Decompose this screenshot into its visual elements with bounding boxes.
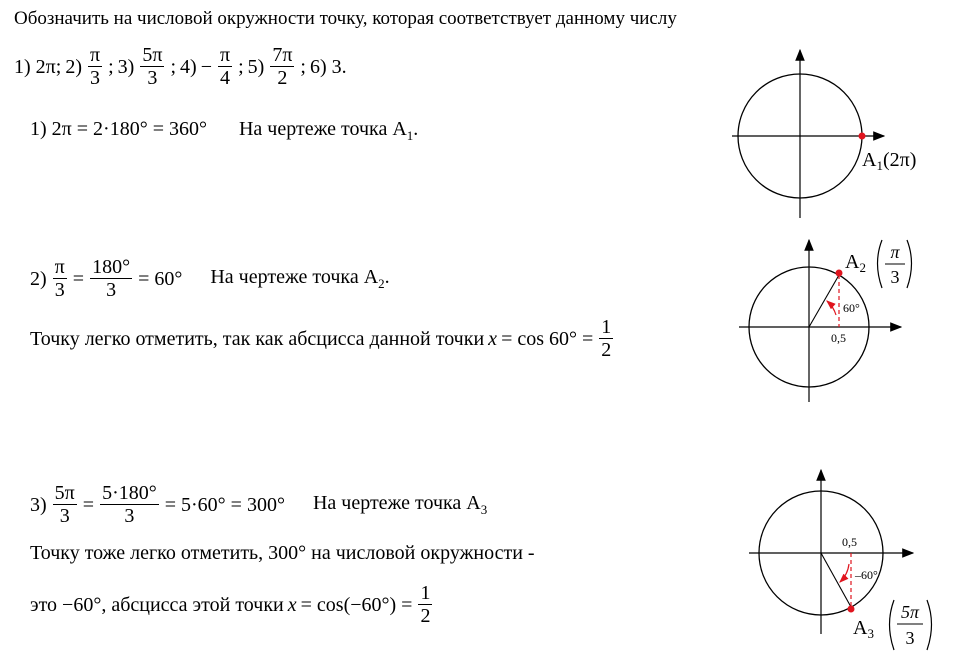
equals-sign: = [72,267,85,290]
separator: ; [238,55,244,78]
unit-circle-diagram-3 [745,466,945,656]
point-a2-label: $A_2$ [845,251,866,275]
fraction-denominator: 3 [59,505,70,527]
step-2-result: = 60° [138,267,183,290]
step-3-fraction-2 [100,482,159,528]
separator: ; [170,55,177,78]
step-3-explain-text: это −60°, абсцисса этой точки [30,593,284,616]
arg-denominator: 3 [905,628,915,648]
step-3-sub: 3 [480,502,488,517]
angle-label: 60° [843,301,860,315]
fraction-denominator: 4 [220,67,231,89]
fraction-denominator: 3 [147,67,158,89]
point-a1-label: $A_1(2\pi)$ [862,149,917,173]
point-a3-label: $A_3$ [853,617,874,641]
task-3-label: 3) [117,55,135,78]
right-paren [927,600,932,650]
separator: ; [300,55,306,78]
step-1-formula: 1) 2π = 2·180° = 360° [30,118,207,140]
step-2-text [210,266,389,292]
fraction-denominator: 3 [124,505,135,527]
step-2-prefix: 2) [30,267,47,290]
fraction-numerator: 180° [92,256,131,278]
period: . [384,266,390,288]
step-2-fraction-2 [90,256,132,302]
task-5-label: 5) [247,55,265,78]
step-3-fraction-1 [53,482,77,528]
arg-numerator: 5π [900,602,920,622]
step-1 [30,118,418,144]
left-paren [890,600,895,650]
step-3-explain-1: Точку тоже легко отметить, 300° на числовой окружности - [30,542,535,564]
fraction-denominator: 3 [106,279,117,301]
abscissa-label: 0,5 [842,535,857,549]
half-fraction [599,316,613,362]
task-2-fraction [88,44,102,90]
fraction-numerator: 5π [142,44,163,66]
task-4-fraction [218,44,232,90]
fraction-denominator: 2 [420,605,431,627]
step-3-text-main: На чертеже точка А [312,492,481,514]
task-5-fraction [270,44,294,90]
left-paren [878,240,883,288]
step-3-explain-eq: = cos(−60°) = [300,593,413,616]
minus-sign: − [200,55,212,78]
fraction-numerator: π [90,44,101,66]
fraction-numerator: 1 [601,316,612,338]
fraction-denominator: 3 [54,279,65,301]
point-a2 [836,270,843,277]
radius-line [821,553,851,607]
arg-numerator: π [890,242,900,262]
half-fraction [418,582,432,628]
step-3-prefix: 3) [30,493,47,516]
step-2-explain-text: Точку легко отметить, так как абсцисса данной точки [30,327,485,350]
radius-line [809,275,839,327]
task-2-label: 2) [65,55,82,78]
fraction-denominator: 2 [277,67,288,89]
step-2-explain-eq: = cos 60° = [501,327,594,350]
point-a1 [859,133,866,140]
point-a3 [848,606,855,613]
task-3-fraction [140,44,164,90]
period: . [413,118,419,140]
unit-circle-diagram-1 [722,46,942,226]
step-1-sub: 1 [406,128,414,143]
page-title: Обозначить на числовой окружности точку, которая соответствует данному числу [14,8,677,29]
step-3-result: = 5·60° = 300° [164,493,285,516]
step-3-explain-2 [30,582,434,628]
task-4-label: 4) [180,55,197,78]
fraction-numerator: 1 [420,582,431,604]
task-1: 1) 2π; [14,55,62,78]
fraction-denominator: 3 [90,67,101,89]
step-2 [30,256,390,302]
step-3-text [313,492,487,518]
fraction-denominator: 2 [601,339,612,361]
step-2-text-main: На чертеже точка А [210,266,379,288]
variable-x: x [287,593,297,616]
fraction-numerator: 5π [54,482,75,504]
fraction-numerator: π [219,44,231,66]
step-3 [30,482,487,528]
variable-x: x [488,327,498,350]
angle-arc [840,564,849,582]
task-6: 6) 3. [309,55,347,78]
angle-label: –60° [855,568,878,582]
abscissa-label: 0,5 [831,331,846,345]
fraction-numerator: 7π [272,44,293,66]
fraction-numerator: π [54,256,65,278]
step-2-explain [30,316,615,362]
equals-sign: = [82,493,95,516]
arg-denominator: 3 [890,267,900,287]
task-list [14,44,347,90]
step-2-fraction-1 [53,256,67,302]
step-1-text: На чертеже точка А [238,118,407,140]
separator: ; [108,55,114,78]
step-2-sub: 2 [378,276,385,291]
right-paren [907,240,912,288]
angle-arc [827,301,836,315]
unit-circle-diagram-2 [735,236,935,406]
fraction-numerator: 5·180° [102,482,157,504]
